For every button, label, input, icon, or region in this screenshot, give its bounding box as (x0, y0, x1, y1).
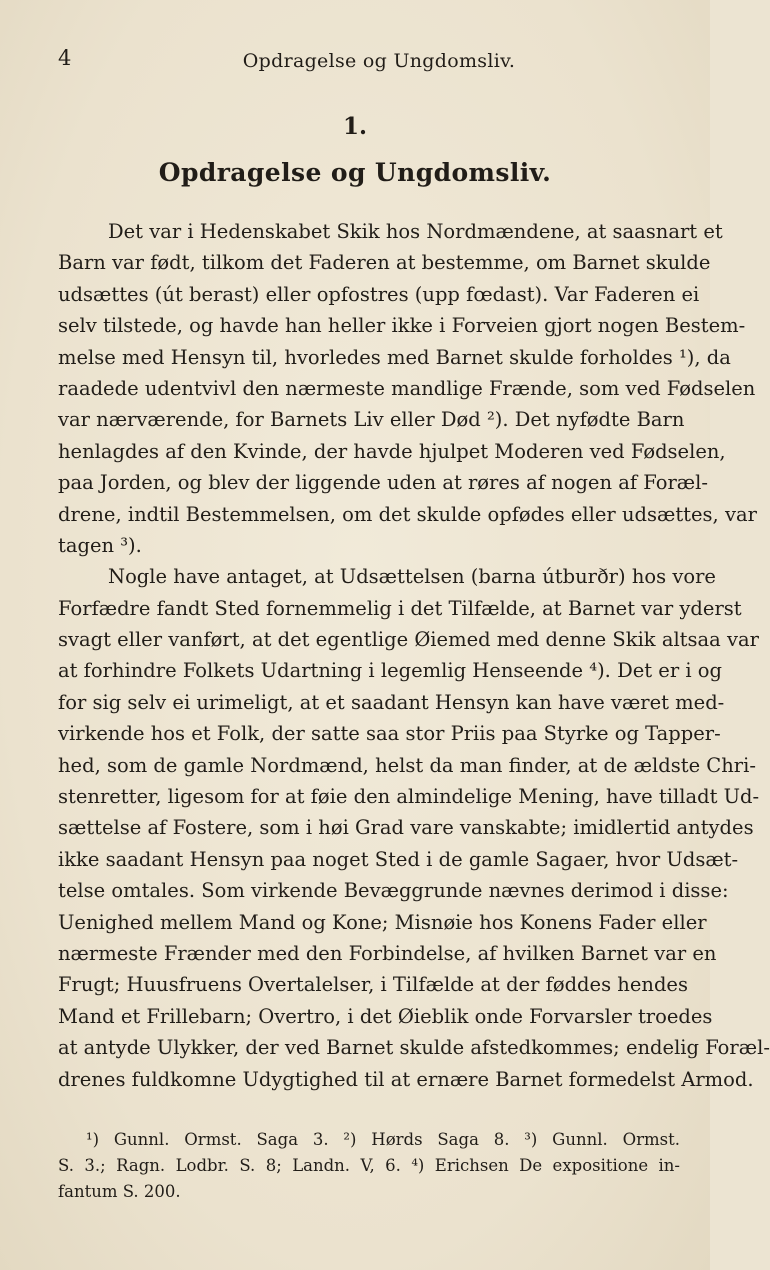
body-line: paa Jorden, og blev der liggende uden at røres af nogen af Foræl- (58, 471, 708, 495)
body-line: var nærværende, for Barnets Liv eller Død ²). Det nyfødte Barn (58, 408, 685, 432)
body-line: udsættes (út berast) eller opfostres (upp fœdast). Var Faderen ei (58, 282, 700, 306)
body-line: at forhindre Folkets Udartning i legemlig Henseende ⁴). Det er i og (58, 659, 723, 683)
body-line: Barn var født, tilkom det Faderen at bestemme, om Barnet skulde (58, 251, 711, 275)
running-head (58, 46, 680, 76)
body-line: virkende hos et Folk, der satte saa stor Priis paa Styrke og Tapper- (58, 722, 721, 746)
body-line: sættelse af Fostere, som i høi Grad vare vanskabte; imidlertid antydes (58, 816, 754, 840)
body-line: raadede udentvivl den nærmeste mandlige Frænde, som ved Fødselen (58, 376, 756, 400)
body-line: henlagdes af den Kvinde, der havde hjulpet Moderen ved Fødselen, (58, 439, 726, 463)
body-line: selv tilstede, og havde han heller ikke i Forveien gjort nogen Bestem- (58, 314, 746, 338)
body-line: at antyde Ulykker, der ved Barnet skulde afstedkommes; endelig Foræl- (58, 1036, 770, 1060)
chapter-title: Opdragelse og Ungdomsliv. (158, 158, 552, 187)
body-line: Det var i Hedenskabet Skik hos Nordmændene, at saasnart et (108, 220, 723, 243)
footnotes (58, 1127, 680, 1205)
body-line: for sig selv ei urimeligt, at et saadant Hensyn kan have været med- (58, 690, 725, 714)
body-line: stenretter, ligesom for at føie den almindelige Mening, have tilladt Ud- (58, 785, 760, 809)
page-number: 4 (58, 46, 72, 70)
body-line: Frugt; Huusfruens Overtalelser, i Tilfælde at der føddes hendes (58, 973, 688, 997)
running-title: Opdragelse og Ungdomsliv. (242, 50, 516, 72)
body-line: Nogle have antaget, at Udsættelsen (barna útburðr) hos vore (108, 565, 716, 589)
body-line: Mand et Frillebarn; Overtro, i det Øieblik onde Forvarsler troedes (58, 1004, 713, 1028)
footnote-line: S. 3.; Ragn. Lodbr. S. 8; Landn. V, 6. ⁴) Erichsen De expositione in- (58, 1156, 680, 1175)
chapter-number: 1. (342, 113, 367, 140)
body-line: telse omtales. Som virkende Bevæggrunde nævnes derimod i disse: (58, 879, 729, 903)
body-line: tagen ³). (58, 533, 142, 557)
body-line: melse med Hensyn til, hvorledes med Barnet skulde forholdes ¹), da (58, 345, 731, 369)
footnote-line: ¹) Gunnl. Ormst. Saga 3. ²) Hørds Saga 8. ³) Gunnl. Ormst. (86, 1130, 680, 1149)
body-line: Forfædre fandt Sted fornemmelig i det Tilfælde, at Barnet var yderst (58, 596, 742, 620)
body-line: ikke saadant Hensyn paa noget Sted i de gamle Sagaer, hvor Udsæt- (58, 847, 739, 871)
body-text (58, 216, 770, 1095)
body-line: nærmeste Frænder med den Forbindelse, af hvilken Barnet var en (58, 941, 717, 965)
body-line: hed, som de gamle Nordmænd, helst da man finder, at de ældste Chri- (58, 753, 756, 777)
body-line: drene, indtil Bestemmelsen, om det skulde opfødes eller udsættes, var (58, 502, 757, 526)
body-line: Uenighed mellem Mand og Kone; Misnøie hos Konens Fader eller (58, 910, 707, 934)
body-line: svagt eller vanført, at det egentlige Øiemed med denne Skik altsaa var (58, 628, 759, 652)
footnote-line: fantum S. 200. (58, 1182, 181, 1201)
body-line: drenes fuldkomne Udygtighed til at ernære Barnet formedelst Armod. (58, 1067, 754, 1091)
